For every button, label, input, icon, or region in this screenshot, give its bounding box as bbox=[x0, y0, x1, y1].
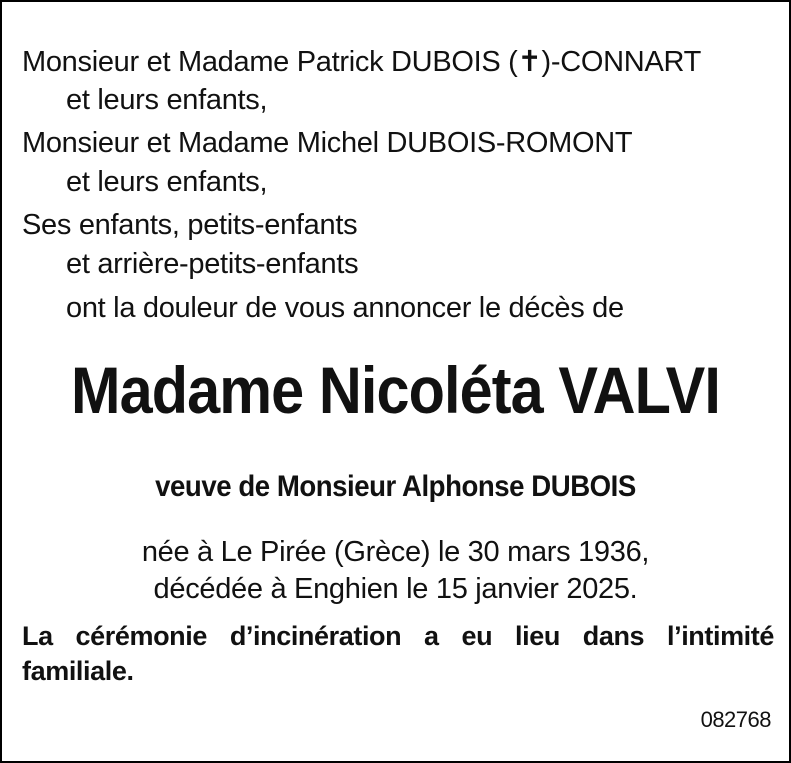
announcement-line: ont la douleur de vous annoncer le décès de bbox=[66, 292, 624, 324]
family-line-2: et leurs enfants, bbox=[66, 84, 268, 116]
reference-number: 082768 bbox=[700, 707, 771, 732]
family-line-1 bbox=[22, 44, 701, 79]
family-line-1-prefix: Monsieur et Madame Patrick DUBOIS ( bbox=[22, 46, 518, 78]
family-line-5: Ses enfants, petits-enfants bbox=[22, 209, 358, 241]
deceased-name: Madame Nicoléta VALVI bbox=[71, 353, 720, 427]
birth-line: née à Le Pirée (Grèce) le 30 mars 1936, bbox=[141, 536, 650, 568]
widow-line: veuve de Monsieur Alphonse DUBOIS bbox=[155, 470, 636, 503]
ceremony-line-2: familiale. bbox=[22, 656, 134, 686]
family-line-4: et leurs enfants, bbox=[66, 166, 268, 198]
family-line-6: et arrière-petits-enfants bbox=[66, 248, 359, 280]
family-line-3: Monsieur et Madame Michel DUBOIS-ROMONT bbox=[22, 127, 633, 159]
cross-icon: ✝ bbox=[517, 46, 542, 78]
death-line: décédée à Enghien le 15 janvier 2025. bbox=[153, 573, 638, 605]
family-line-1-suffix: )-CONNART bbox=[541, 46, 702, 78]
ceremony-line-1: La cérémonie d’incinération a eu lieu dans l’intimité bbox=[22, 621, 774, 651]
